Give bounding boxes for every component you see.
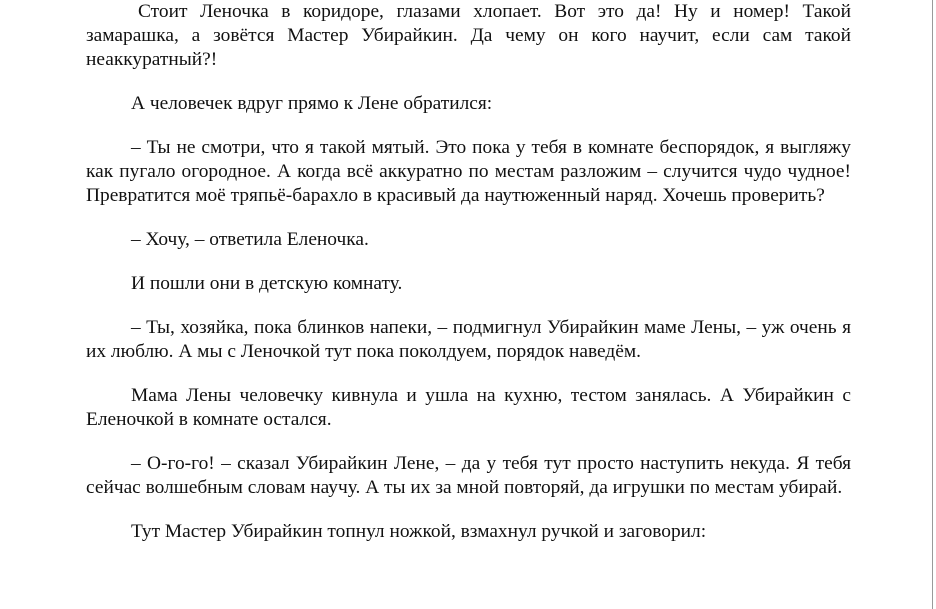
paragraph: Тут Мастер Убирайкин топнул ножкой, взмахнул ручкой и заговорил: [131,521,707,542]
paragraph: – О-го-го! – сказал Убирайкин Лене, – да у тебя тут просто наступить некуда. Я тебя сейчас волшебным словам научу. А ты их за мной повторяй, да игрушки по местам убирай. [86,453,851,498]
paragraph: А человечек вдруг прямо к Лене обратился: [131,93,493,114]
paragraph: Мама Лены человечку кивнула и ушла на кухню, тестом занялась. А Убирайкин с Еленочкой в комнате остался. [86,385,851,430]
paragraph: Стоит Леночка в коридоре, глазами хлопает. Вот это да! Ну и номер! Такой замарашка, а зовётся Мастер Убирайкин. Да чему он кого научит, если сам такой неаккуратный?! [86,1,851,70]
paragraph: – Ты, хозяйка, пока блинков напеки, – подмигнул Убирайкин маме Лены, – уж очень я их люблю. А мы с Леночкой тут пока поколдуем, порядок наведём. [86,317,851,362]
paragraph: – Хочу, – ответила Еленочка. [131,229,369,250]
paragraph: И пошли они в детскую комнату. [131,273,403,294]
page-edge-divider [932,0,933,609]
document-body [86,0,851,564]
paragraph: – Ты не смотри, что я такой мятый. Это пока у тебя в комнате беспорядок, я выгляжу как пугало огородное. А когда всё аккуратно по местам разложим – случится чудо чудное! Превратится моё тряпьё-барахло в красивый да наутюженный наряд. Хочешь проверить? [86,137,851,206]
